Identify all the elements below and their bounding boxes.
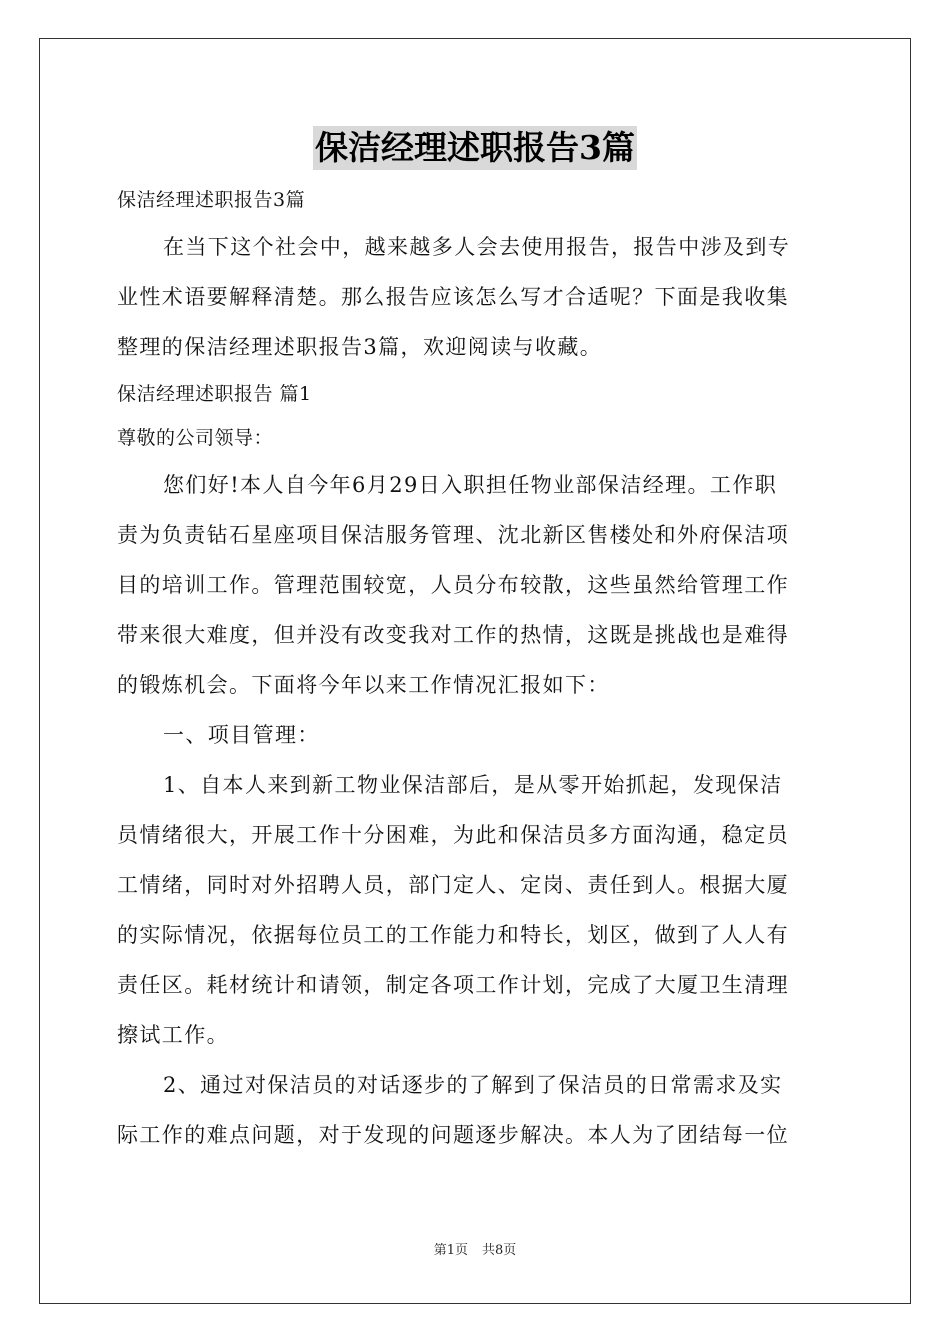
paragraph-line: 带来很大难度，但并没有改变我对工作的热情，这既是挑战也是难得 — [117, 623, 789, 647]
paragraph-line: 2、通过对保洁员的对话逐步的了解到了保洁员的日常需求及实 — [163, 1073, 783, 1097]
page-total: 共8页 — [482, 1243, 517, 1258]
paragraph-line: 您们好!本人自今年6月29日入职担任物业部保洁经理。工作职 — [163, 473, 778, 497]
paragraph-line: 工情绪，同时对外招聘人员，部门定人、定岗、责任到人。根据大厦 — [117, 873, 789, 897]
paragraph-line: 的实际情况，依据每位员工的工作能力和特长，划区，做到了人人有 — [117, 923, 789, 947]
paragraph-line: 的锻炼机会。下面将今年以来工作情况汇报如下： — [117, 673, 610, 697]
document-body — [117, 178, 837, 1160]
paragraph-line: 员情绪很大，开展工作十分困难，为此和保洁员多方面沟通，稳定员 — [117, 823, 789, 847]
subtitle: 保洁经理述职报告3篇 — [117, 189, 306, 211]
page-footer — [0, 1242, 950, 1260]
paragraph-line: 擦试工作。 — [117, 1023, 229, 1047]
paragraph-line: 目的培训工作。管理范围较宽，人员分布较散，这些虽然给管理工作 — [117, 573, 789, 597]
paragraph-line: 责为负责钻石星座项目保洁服务管理、沈北新区售楼处和外府保洁项 — [117, 523, 789, 547]
paragraph-line: 际工作的难点问题，对于发现的问题逐步解决。本人为了团结每一位 — [117, 1123, 789, 1147]
section-heading: 保洁经理述职报告 篇1 — [117, 383, 312, 405]
salutation: 尊敬的公司领导： — [117, 427, 274, 449]
subsection-heading: 一、项目管理： — [163, 723, 320, 747]
intro-paragraph — [117, 222, 837, 372]
opening-paragraph — [117, 460, 837, 710]
paragraph-line: 业性术语要解释清楚。那么报告应该怎么写才合适呢？下面是我收集 — [117, 285, 789, 309]
paragraph-line: 在当下这个社会中，越来越多人会去使用报告，报告中涉及到专 — [163, 235, 791, 259]
paragraph-line: 整理的保洁经理述职报告3篇，欢迎阅读与收藏。 — [117, 335, 603, 359]
title-container — [0, 126, 950, 170]
document-title: 保洁经理述职报告3篇 — [313, 126, 637, 170]
page-number: 第1页 — [433, 1243, 468, 1258]
paragraph-line: 责任区。耗材统计和请领，制定各项工作计划，完成了大厦卫生清理 — [117, 973, 789, 997]
item-2-paragraph — [117, 1060, 837, 1160]
item-1-paragraph — [117, 760, 837, 1060]
paragraph-line: 1、自本人来到新工物业保洁部后，是从零开始抓起，发现保洁 — [163, 773, 783, 797]
